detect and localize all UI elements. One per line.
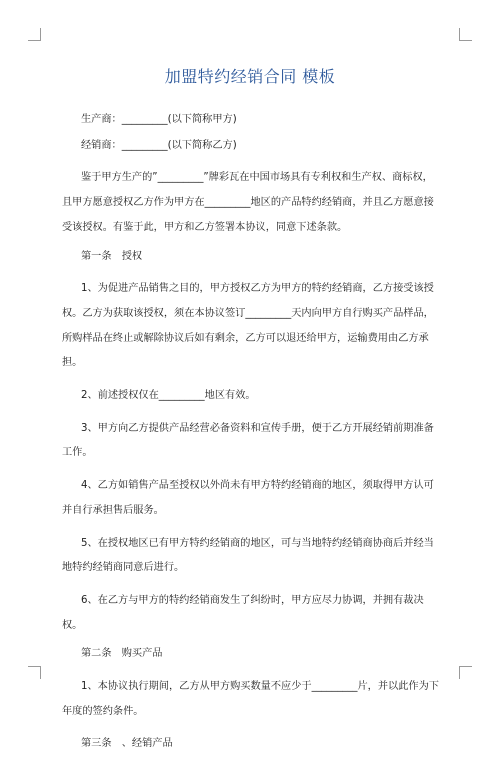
clause-1-4: 4、乙方如销售产品至授权以外尚未有甲方特约经销商的地区，须取得甲方认可并自行承担售后服务。: [62, 480, 434, 516]
article-3-heading: 第三条 、经销产品: [81, 738, 173, 750]
corner-mark-top-right: [459, 28, 472, 41]
clause-1-3: 3、甲方向乙方提供产品经营必备资料和宣传手册，便于乙方开展经销前期准备工作。: [62, 422, 434, 459]
corner-mark-bottom-left: [28, 666, 41, 679]
clause-1-2: 2、前述授权仅在_________地区有效。: [81, 390, 256, 402]
article-2-heading: 第二条 购买产品: [81, 648, 163, 660]
preamble-paragraph: 鉴于甲方生产的”_________”牌彩瓦在中国市场具有专利权和生产权、商标权，且甲方愿意授权乙方作为甲方在_________地区的产品特约经销商，并且乙方愿意接受该授权。有鉴于此，甲方和乙方签署本协议，同意下述条款。: [62, 172, 434, 233]
document-title: 加盟特约经销合同 模板: [164, 67, 336, 86]
producer-line: 生产商：_________(以下简称甲方): [81, 114, 237, 125]
document-body: [62, 108, 442, 757]
distributor-line: 经销商：_________(以下简称乙方): [81, 139, 237, 151]
clause-1-1: 1、为促进产品销售之目的，甲方授权乙方为甲方的特约经销商，乙方接受该授权。乙方为获取该授权，须在本协议签订_________天内向甲方自行购买产品样品，所购样品在终止或解除协议后如有剩余，乙方可以退还给甲方，运输费用由乙方承担。: [62, 283, 434, 369]
clause-2-1: 1、本协议执行期间，乙方从甲方购买数量不应少于_________片，并以此作为下年度的签约条件。: [62, 681, 439, 717]
clause-1-5: 5、在授权地区已有甲方特约经销商的地区，可与当地特约经销商协商后并经当地特约经销商同意后进行。: [62, 537, 434, 574]
corner-mark-bottom-right: [459, 666, 472, 679]
article-1-heading: 第一条 授权: [81, 250, 143, 262]
clause-1-6: 6、在乙方与甲方的特约经销商发生了纠纷时，甲方应尽力协调，并拥有裁决权。: [62, 594, 424, 631]
corner-mark-top-left: [28, 28, 41, 41]
